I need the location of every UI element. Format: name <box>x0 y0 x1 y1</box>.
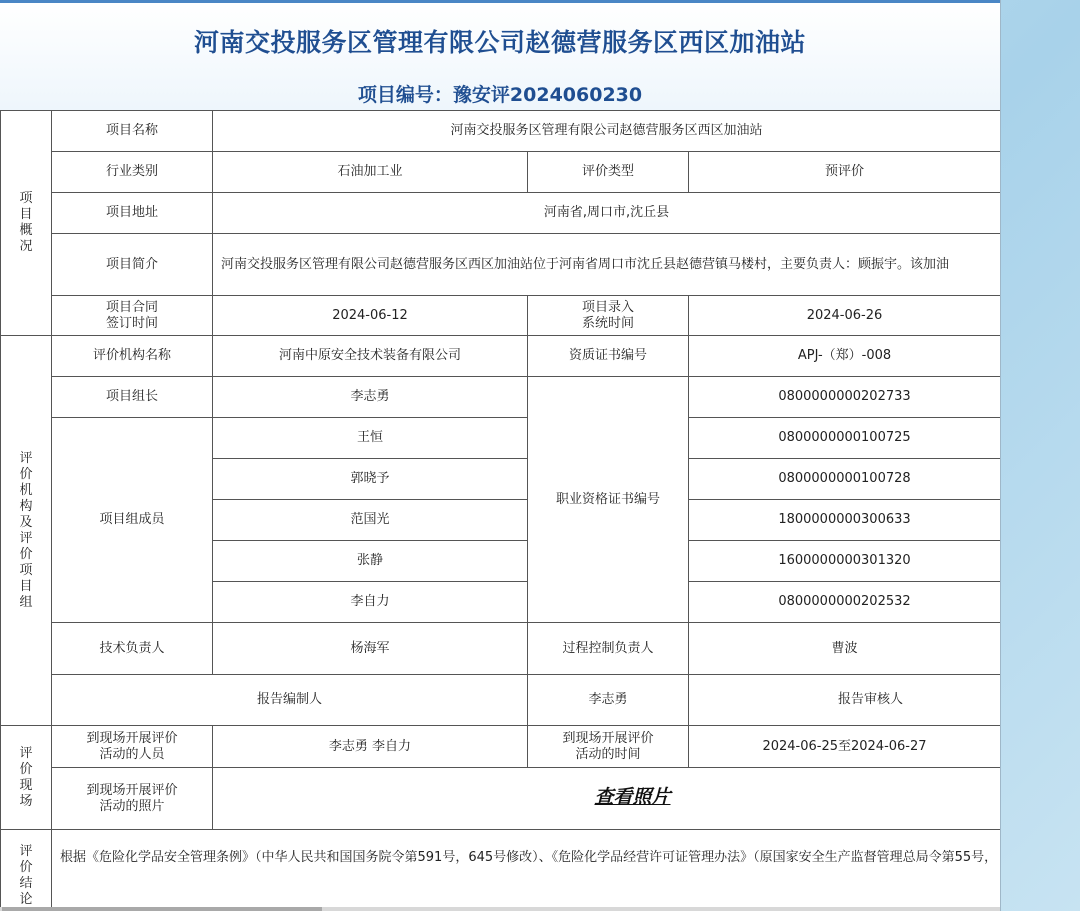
page-title: 河南交投服务区管理有限公司赵德营服务区西区加油站 <box>193 28 806 57</box>
view-photos-link[interactable]: 查看照片 <box>594 786 671 808</box>
team-member-name: 郭晓予 <box>213 459 528 500</box>
agency-cert-value: APJ-（郑）-008 <box>689 336 1002 377</box>
section-overview-label: 项 目 概 况 <box>1 111 52 336</box>
team-member-name: 范国光 <box>213 500 528 541</box>
section-agency-label: 评 价 机 构 及 评 价 项 目 组 <box>1 336 52 726</box>
team-member-name: 李自力 <box>213 582 528 623</box>
team-member-cert: 1600000000301320 <box>689 541 1002 582</box>
project-code-value: 豫安评2024060230 <box>452 84 643 106</box>
team-members-label: 项目组成员 <box>52 418 213 623</box>
row-industry <box>1 152 1002 193</box>
team-member-cert: 0800000000100728 <box>689 459 1002 500</box>
qualification-cert-label: 职业资格证书编号 <box>528 377 689 623</box>
team-member-cert: 0800000000202733 <box>689 377 1002 418</box>
section-site-label: 评 价 现 场 <box>1 726 52 830</box>
project-code <box>0 80 1000 107</box>
row-report <box>1 675 1002 726</box>
conclusion-text: 根据《危险化学品安全管理条例》（中华人民共和国国务院令第591号，645号修改）、《危险化学品经营许可证管理办法》（原国家安全生产监督管理总局令第55号， <box>52 830 1002 911</box>
intro-label: 项目简介 <box>52 234 213 296</box>
team-row <box>1 418 1002 459</box>
project-name-label: 项目名称 <box>52 111 213 152</box>
team-member-cert: 0800000000202532 <box>689 582 1002 623</box>
team-row <box>1 377 1002 418</box>
row-project-name <box>1 111 1002 152</box>
row-site-people <box>1 726 1002 768</box>
team-member-name: 王恒 <box>213 418 528 459</box>
team-member-cert: 0800000000100725 <box>689 418 1002 459</box>
site-photos-label: 到现场开展评价 活动的照片 <box>52 768 213 830</box>
project-info-table <box>0 110 1001 911</box>
page-header <box>0 3 1000 111</box>
site-time-label: 到现场开展评价 活动的时间 <box>528 726 689 768</box>
team-member-cert: 1800000000300633 <box>689 500 1002 541</box>
row-agency <box>1 336 1002 377</box>
horizontal-scrollbar[interactable] <box>0 907 1000 911</box>
team-member-name: 张静 <box>213 541 528 582</box>
scrollbar-thumb[interactable] <box>2 907 322 911</box>
section-conclusion-label: 评 价 结 论 <box>1 830 52 911</box>
agency-name-value: 河南中原安全技术装备有限公司 <box>213 336 528 377</box>
row-conclusion <box>1 830 1002 911</box>
report-author-value: 李志勇 <box>528 675 689 726</box>
industry-value: 石油加工业 <box>213 152 528 193</box>
report-reviewer-label: 报告审核人 <box>689 675 1002 726</box>
process-lead-label: 过程控制负责人 <box>528 623 689 675</box>
row-times <box>1 296 1002 336</box>
report-author-label: 报告编制人 <box>52 675 528 726</box>
project-name-value: 河南交投服务区管理有限公司赵德营服务区西区加油站 <box>213 111 1002 152</box>
site-time-value: 2024-06-25至2024-06-27 <box>689 726 1002 768</box>
site-people-value: 李志勇 李自力 <box>213 726 528 768</box>
project-code-label: 项目编号： <box>357 84 453 106</box>
row-intro <box>1 234 1002 296</box>
agency-name-label: 评价机构名称 <box>52 336 213 377</box>
tech-lead-label: 技术负责人 <box>52 623 213 675</box>
tech-lead-value: 杨海军 <box>213 623 528 675</box>
team-member-name: 李志勇 <box>213 377 528 418</box>
industry-label: 行业类别 <box>52 152 213 193</box>
entry-time-value: 2024-06-26 <box>689 296 1002 336</box>
address-label: 项目地址 <box>52 193 213 234</box>
site-people-label: 到现场开展评价 活动的人员 <box>52 726 213 768</box>
entry-time-label: 项目录入 系统时间 <box>528 296 689 336</box>
contract-time-label: 项目合同 签订时间 <box>52 296 213 336</box>
eval-type-value: 预评价 <box>689 152 1002 193</box>
team-leader-label: 项目组长 <box>52 377 213 418</box>
agency-cert-label: 资质证书编号 <box>528 336 689 377</box>
row-site-photos <box>1 768 1002 830</box>
eval-type-label: 评价类型 <box>528 152 689 193</box>
address-value: 河南省,周口市,沈丘县 <box>213 193 1002 234</box>
process-lead-value: 曹波 <box>689 623 1002 675</box>
row-tech-lead <box>1 623 1002 675</box>
intro-value: 河南交投服务区管理有限公司赵德营服务区西区加油站位于河南省周口市沈丘县赵德营镇马楼村，主要负责人：顾振宇。该加油 <box>213 234 1002 296</box>
contract-time-value: 2024-06-12 <box>213 296 528 336</box>
row-address <box>1 193 1002 234</box>
site-photos-cell <box>213 768 1002 830</box>
